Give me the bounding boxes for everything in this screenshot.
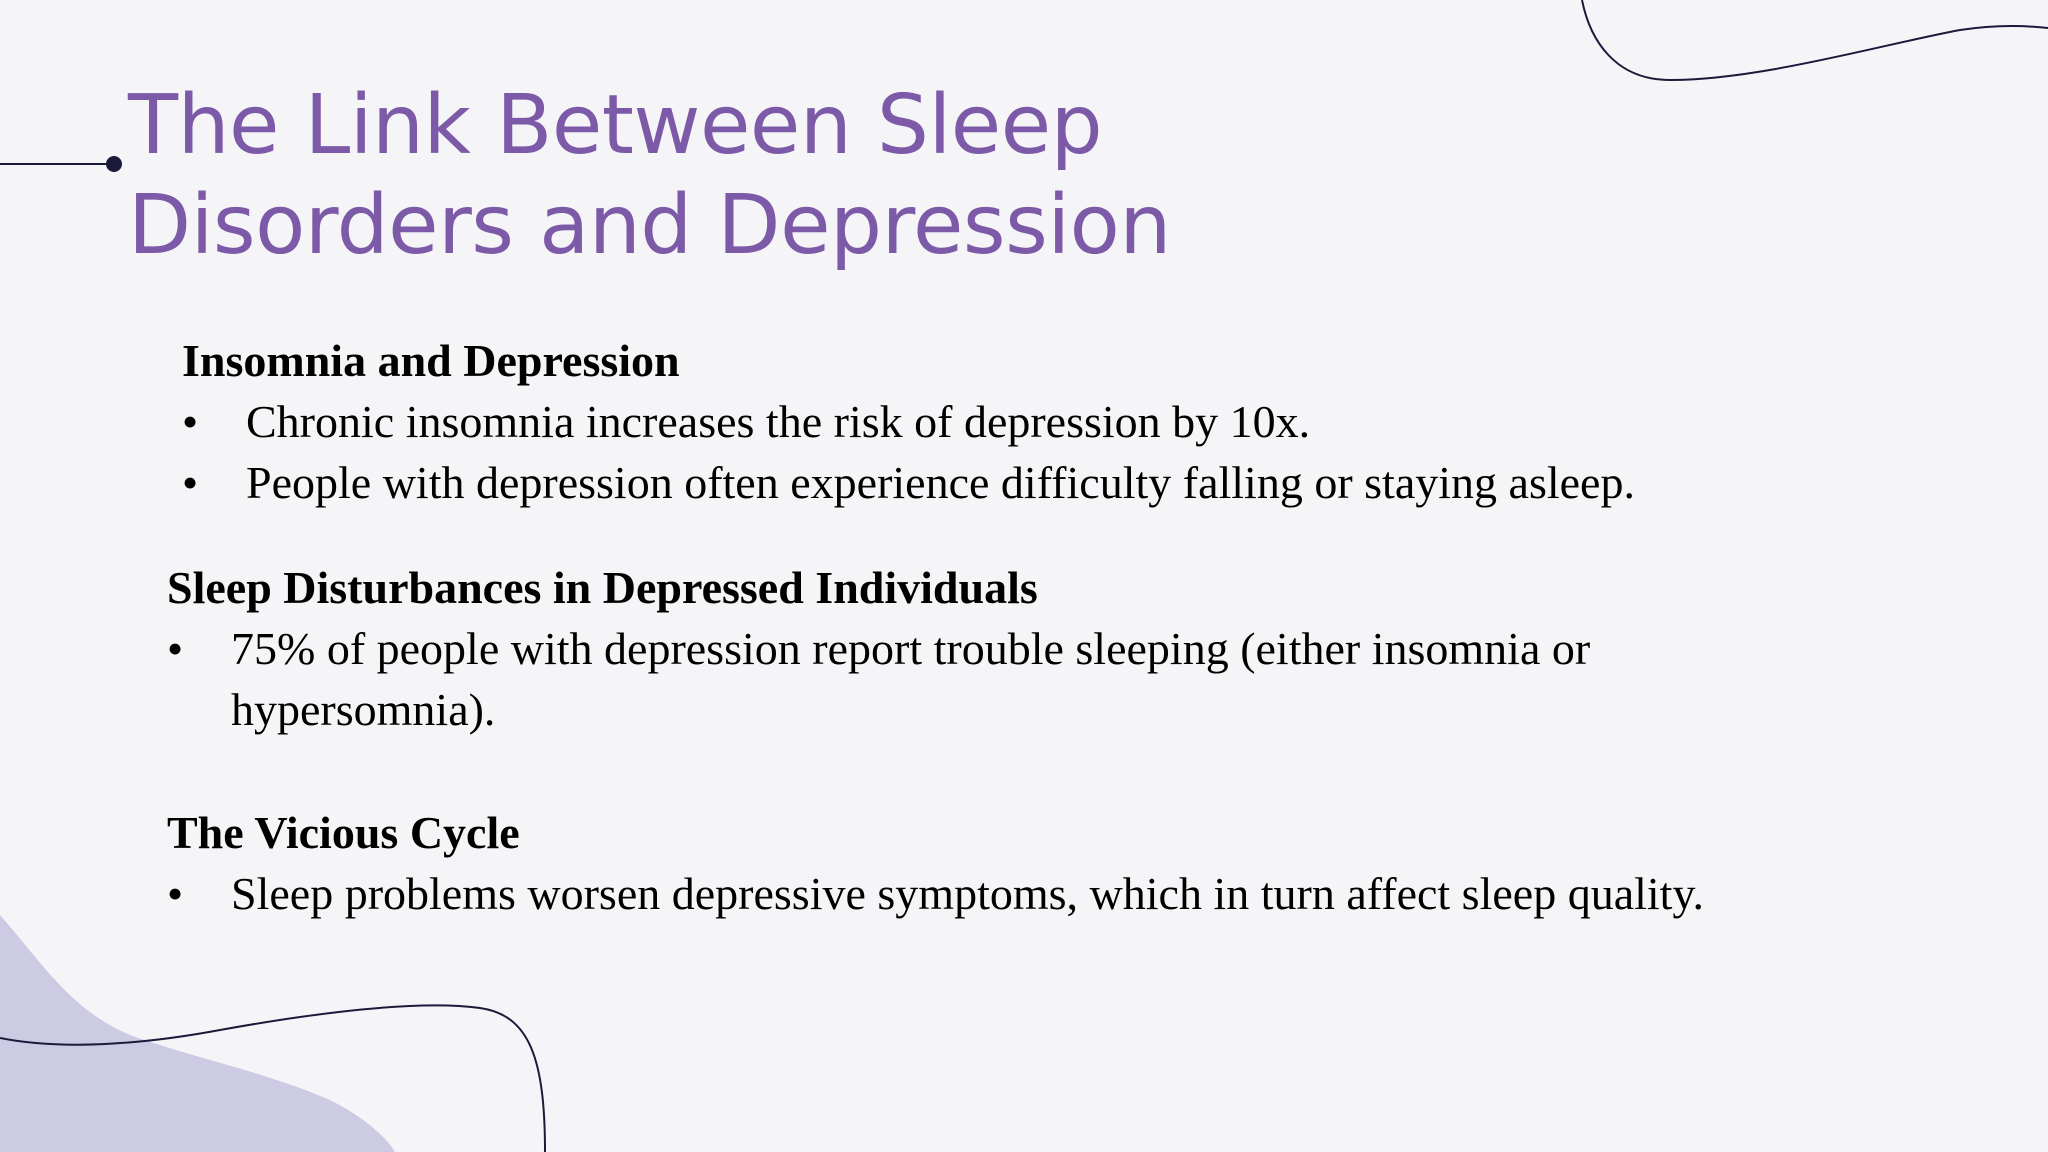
bullet-item	[182, 452, 1742, 513]
bullet-marker: •	[167, 868, 184, 919]
bullet-text: 75% of people with depression report trouble sleeping (either insomnia or hypersomnia).	[231, 623, 1591, 735]
bullet-item	[182, 391, 1742, 452]
section-heading: Sleep Disturbances in Depressed Individuals	[167, 562, 1038, 613]
bullet-marker: •	[182, 457, 199, 508]
bullet-marker: •	[167, 623, 184, 674]
title-accent-dot	[106, 156, 122, 172]
section-sleep-disturbances	[167, 558, 1787, 740]
curve-line-top-right	[1582, 0, 2048, 80]
bullet-text: Chronic insomnia increases the risk of depression by 10x.	[246, 396, 1311, 447]
bullet-text: People with depression often experience difficulty falling or staying asleep.	[246, 457, 1635, 508]
section-vicious-cycle	[167, 803, 1727, 924]
bullet-item	[167, 618, 1787, 740]
bullet-item	[167, 863, 1727, 924]
section-heading: The Vicious Cycle	[167, 807, 520, 858]
section-insomnia-and-depression	[182, 331, 1742, 513]
section-heading: Insomnia and Depression	[182, 335, 680, 386]
bullet-text: Sleep problems worsen depressive symptoms, which in turn affect sleep quality.	[231, 868, 1704, 919]
bullet-marker: •	[182, 396, 199, 447]
slide-title	[128, 76, 1171, 276]
slide-title-line-2: Disorders and Depression	[128, 178, 1171, 273]
slide-title-line-1: The Link Between Sleep	[128, 78, 1103, 173]
